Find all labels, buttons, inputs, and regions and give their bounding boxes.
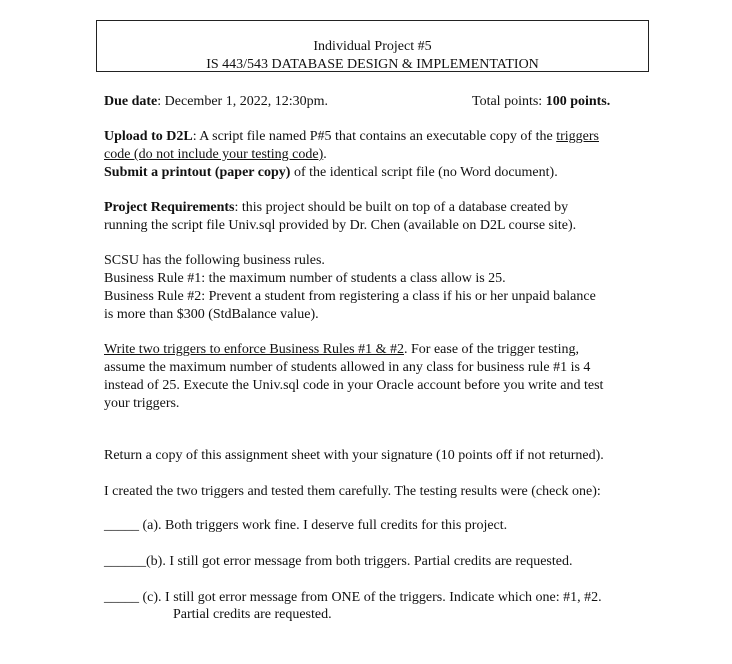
upload-link-part1: triggers xyxy=(556,129,599,144)
requirements-label: Project Requirements xyxy=(104,200,235,215)
business-rule-2b: is more than $300 (StdBalance value). xyxy=(104,307,319,322)
task-link: Write two triggers to enforce Business Rules #1 & #2 xyxy=(104,342,404,357)
business-rule-1: Business Rule #1: the maximum number of students a class allow is 25. xyxy=(104,271,506,286)
upload-label: Upload to D2L xyxy=(104,129,193,144)
due-date-label: Due date xyxy=(104,94,158,109)
option-a: _____ (a). Both triggers work fine. I deserve full credits for this project. xyxy=(104,518,508,533)
due-date-value: : December 1, 2022, 12:30pm. xyxy=(157,94,328,109)
upload-line xyxy=(104,128,599,146)
due-date-line xyxy=(104,93,328,111)
task-line-3: instead of 25. Execute the Univ.sql code in your Oracle account before you write and test xyxy=(104,378,604,393)
option-c-line-1: _____ (c). I still got error message from ONE of the triggers. Indicate which one: #1, #2. xyxy=(104,590,602,605)
project-title: Individual Project #5 xyxy=(313,39,432,54)
upload-link-part2: code (do not include your testing code) xyxy=(104,147,324,162)
task-line-4: your triggers. xyxy=(104,396,180,411)
submit-text: of the identical script file (no Word document). xyxy=(290,165,558,180)
upload-line-2 xyxy=(104,146,327,164)
option-b: ______(b). I still got error message from both triggers. Partial credits are requested. xyxy=(104,554,573,569)
task-line-1 xyxy=(104,341,579,359)
requirements-line xyxy=(104,199,568,217)
total-points-value: 100 points. xyxy=(545,94,611,109)
submit-label: Submit a printout (paper copy) xyxy=(104,165,291,180)
upload-text: : A script file named P#5 that contains an executable copy of the xyxy=(192,129,557,144)
total-points-label: Total points: xyxy=(472,94,546,109)
task-line-2: assume the maximum number of students allowed in any class for business rule #1 is 4 xyxy=(104,360,591,375)
submit-line xyxy=(104,164,558,182)
return-note: Return a copy of this assignment sheet with your signature (10 points off if not returned). xyxy=(104,448,604,463)
task-text-1: . For ease of the trigger testing, xyxy=(404,342,579,357)
total-points-line xyxy=(472,93,610,111)
header-box xyxy=(96,20,649,72)
upload-period: . xyxy=(323,147,327,162)
rules-intro: SCSU has the following business rules. xyxy=(104,253,325,268)
course-title: IS 443/543 DATABASE DESIGN & IMPLEMENTATION xyxy=(206,57,539,72)
requirements-text-1: : this project should be built on top of a database created by xyxy=(234,200,569,215)
requirements-line-2: running the script file Univ.sql provided by Dr. Chen (available on D2L course site). xyxy=(104,218,577,233)
business-rule-2a: Business Rule #2: Prevent a student from registering a class if his or her unpaid balance xyxy=(104,289,596,304)
option-c-line-2: Partial credits are requested. xyxy=(173,607,332,622)
testing-statement: I created the two triggers and tested them carefully. The testing results were (check one): xyxy=(104,484,601,499)
